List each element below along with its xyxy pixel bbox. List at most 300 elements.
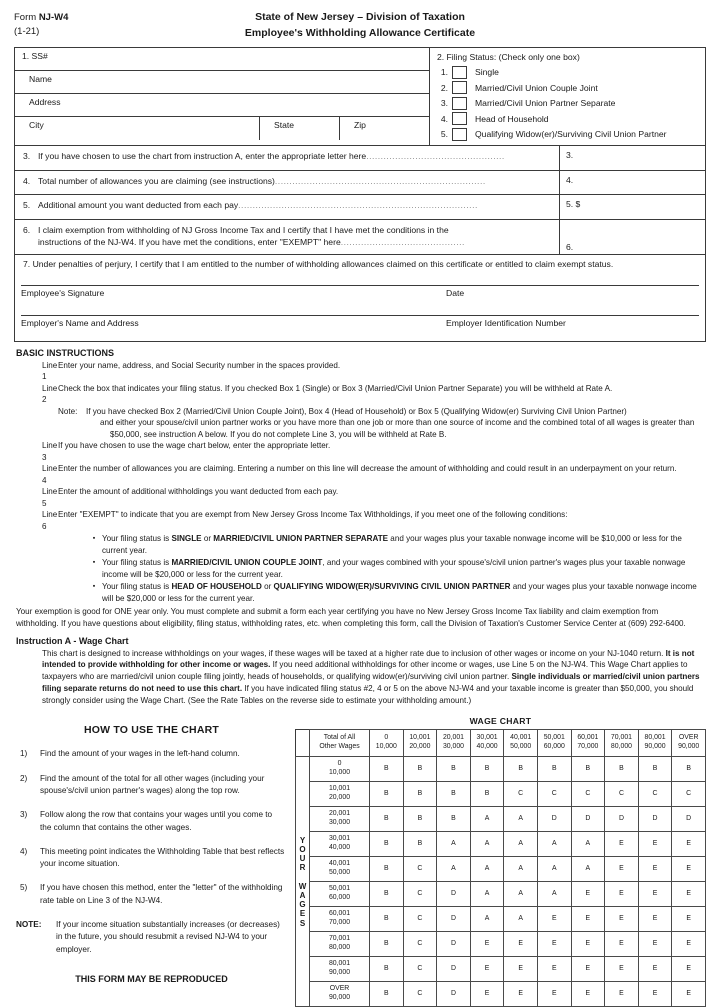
instruction-text: Enter the amount of additional withholdings you want deducted from each pay. (58, 487, 339, 497)
chart-cell: E (605, 907, 639, 932)
row-top: 20,001 (328, 810, 351, 818)
employer-row (21, 315, 699, 341)
checkbox-single[interactable] (452, 66, 467, 79)
exemption-conditions-list (14, 533, 706, 604)
condition-part: , and your wages combined with your spouse's/civil union partner's wages plus your taxable nonwage income will be $20,000 or less for the current year. (102, 558, 686, 579)
condition-part: Your filing status is (102, 582, 172, 592)
table-row (296, 932, 706, 957)
chart-cell: A (504, 907, 538, 932)
col-top: OVER (678, 734, 699, 742)
column-header (437, 730, 471, 757)
filing-option-label: Head of Household (475, 113, 549, 124)
condition-part: and your wages plus your taxable nonwage income will be $20,000 or less for the current year. (102, 582, 697, 603)
chart-cell: E (638, 932, 672, 957)
table-row (296, 982, 706, 1007)
chart-cell: A (537, 882, 571, 907)
row-top: 0 (337, 760, 342, 768)
chart-cell: A (537, 857, 571, 882)
line-6-text-cell (15, 220, 560, 254)
chart-cell: B (370, 857, 404, 882)
column-header (672, 730, 706, 757)
form-number: NJ-W4 (38, 12, 69, 23)
your-wages-axis-label (296, 757, 310, 1007)
reproduction-notice: THIS FORM MAY BE REPRODUCED (75, 973, 228, 984)
row-top: 10,001 (328, 785, 351, 793)
chart-cell: B (370, 807, 404, 832)
instruction-line-1 (14, 360, 706, 383)
line-3-answer-box[interactable] (560, 146, 705, 170)
form-label: Form (14, 12, 39, 23)
line-5-text: Additional amount you want deducted from each pay (38, 200, 239, 210)
instruction-line-2-note (14, 406, 706, 417)
filing-option-label: Single (475, 67, 499, 78)
step-text: This meeting point indicates the Withholding Table that best reflects your income situation. (40, 846, 285, 869)
chart-cell: D (571, 807, 605, 832)
chart-cell: A (504, 882, 538, 907)
instruction-a-part: If you need additional withholdings for other income or wages, use Line 5 on the NJ-W4. This Wage Chart applies to taxpayers who are married/civil union couple filing jointly, heads of households, or qualifying widow(er)/surviving civil union partner. (42, 660, 688, 682)
leader-dots: ................................................ (366, 151, 505, 161)
chart-cell: E (672, 882, 706, 907)
chart-cell: E (638, 857, 672, 882)
ein-label: Employer Identification Number (446, 318, 566, 328)
wage-chart-table (295, 729, 706, 1007)
chart-cell: A (537, 832, 571, 857)
name-label: Name (29, 73, 52, 84)
col-bottom: 90,000 (644, 743, 666, 751)
checkbox-married-joint[interactable] (452, 81, 467, 94)
employee-signature-field[interactable] (21, 286, 446, 315)
chart-cell: E (504, 932, 538, 957)
instruction-a-emphasis: Single individuals or married/civil union partners filing separate returns do not need to use this chart. (42, 672, 700, 693)
chart-cell: A (470, 807, 504, 832)
row-bottom: 70,000 (328, 919, 351, 927)
condition-emphasis: QUALIFYING WIDOW(ER)/SURVIVING CIVIL UNION PARTNER (273, 582, 511, 592)
chart-cell: A (437, 857, 471, 882)
instruction-line-3 (14, 440, 706, 463)
step-text: Follow along the row that contains your wages until you come to the column that contains the other wages. (40, 810, 273, 832)
instruction-a-emphasis: It is not intended to provide withholding for other income or wages. (42, 648, 695, 670)
exemption-condition-1 (86, 533, 706, 556)
condition-text (102, 581, 706, 604)
chart-cell: E (638, 907, 672, 932)
step-number: 5) (20, 883, 28, 893)
chart-cell: C (672, 782, 706, 807)
col-bottom: 70,000 (577, 743, 599, 751)
form-identifier (14, 10, 194, 39)
chart-cell: B (571, 757, 605, 782)
chart-cell: A (571, 832, 605, 857)
how-to-step-4 (14, 846, 289, 871)
line-4-text-cell (15, 171, 560, 194)
line-4-answer-box[interactable] (560, 171, 705, 194)
date-label: Date (446, 288, 465, 298)
chart-cell: B (370, 782, 404, 807)
chart-cell: E (537, 932, 571, 957)
row-top: 40,001 (328, 860, 351, 868)
chart-cell: B (370, 982, 404, 1007)
col-bottom: 90,000 (678, 743, 700, 751)
line-6-answer-box[interactable] (560, 220, 705, 254)
condition-emphasis: MARRIED/CIVIL UNION COUPLE JOINT (171, 558, 323, 568)
line-7-number: 7. (23, 259, 31, 269)
how-to-step-1 (14, 748, 289, 760)
page-title: Employee's Withholding Allowance Certificate (244, 26, 476, 39)
row-bottom: 90,000 (328, 969, 351, 977)
chart-cell: B (403, 807, 437, 832)
chart-cell: B (403, 782, 437, 807)
chart-cell: B (437, 782, 471, 807)
chart-cell: E (571, 932, 605, 957)
filing-status-group (430, 48, 705, 146)
form-header (14, 10, 706, 42)
row-header (310, 757, 370, 782)
filing-option-number: 5. (440, 129, 448, 140)
chart-cell: C (403, 907, 437, 932)
chart-cell: B (370, 832, 404, 857)
chart-cell: E (672, 932, 706, 957)
wage-chart-title: WAGE CHART (469, 716, 532, 727)
chart-cell: E (605, 957, 639, 982)
row-header (310, 932, 370, 957)
line-5-number: 5. (23, 200, 31, 210)
chart-cell: C (403, 932, 437, 957)
chart-cell: E (470, 982, 504, 1007)
line-4-answer-label: 4. (566, 175, 574, 185)
how-to-step-2 (14, 773, 289, 798)
col-bottom: 10,000 (375, 743, 397, 751)
instruction-label: Line 1 (42, 361, 58, 382)
chart-cell: C (571, 782, 605, 807)
leader-dots: ........................................... (340, 237, 465, 248)
exemption-closing-paragraph: Your exemption is good for ONE year only. You must complete and submit a form each year certifying you have no New Jersey Gross Income Tax liability and claim exemption from withholding. If you have questions about eligibility, filing status, withholding rates, etc. when completing this form, call the Division of Taxation's Customer Service Center at (609) 292-6400. (16, 607, 686, 628)
filing-option-head-of-household[interactable] (437, 111, 699, 127)
row-bottom: 20,000 (328, 794, 351, 802)
instruction-a-part: If you have indicated filing status #2, 4 or 5 on the above NJ-W4 and your taxable income is greater than $50,000, you should strongly consider using the Wage Chart. (See the Rate Tables on the reverse side to estimate your withholding amount.) (42, 683, 694, 705)
col-top: 60,001 (577, 734, 599, 742)
chart-cell: B (370, 882, 404, 907)
instruction-line-4 (14, 463, 706, 486)
instruction-text: Check the box that indicates your filing status. If you checked Box 1 (Single) or Box 3 (Married/Civil Union Partner Separate) you will be withheld at Rate A. (58, 383, 613, 393)
chart-cell: E (470, 932, 504, 957)
step-number: 4) (20, 846, 28, 856)
row-header (310, 832, 370, 857)
column-header (370, 730, 404, 757)
filing-option-number: 1. (440, 67, 448, 78)
wage-chart-corner-label (310, 730, 370, 757)
instruction-a-title: Instruction A - Wage Chart (16, 635, 129, 646)
step-text: Find the amount of your wages in the left-hand column. (40, 749, 240, 759)
chart-cell: C (403, 982, 437, 1007)
chart-cell: B (672, 757, 706, 782)
filing-option-married-joint[interactable] (437, 80, 699, 96)
basic-instructions-title: BASIC INSTRUCTIONS (16, 348, 115, 358)
line-3-number: 3. (23, 151, 31, 161)
chart-cell: A (470, 832, 504, 857)
row-header (310, 807, 370, 832)
chart-cell: A (504, 832, 538, 857)
filing-option-single[interactable] (437, 65, 699, 81)
chart-cell: E (537, 982, 571, 1007)
state-label: State (274, 119, 295, 130)
chart-cell: D (537, 807, 571, 832)
how-to-use-title: HOW TO USE THE CHART (83, 724, 220, 737)
filing-status-title: 2. Filing Status: (Check only one box) (437, 51, 580, 62)
condition-emphasis: SINGLE (171, 534, 202, 544)
column-header (571, 730, 605, 757)
line-3-row (15, 146, 705, 171)
form-title-block (194, 10, 526, 42)
exemption-condition-3 (86, 581, 706, 604)
instruction-line-2 (14, 383, 706, 406)
chart-cell: E (605, 982, 639, 1007)
checkbox-head-of-household[interactable] (452, 112, 467, 125)
leader-dots: ......................................................................... (274, 176, 486, 186)
corner-line-1: Total of All (323, 734, 356, 742)
row-header (310, 782, 370, 807)
table-row (296, 907, 706, 932)
bullet-icon: ▪ (92, 535, 96, 543)
note-text: If your income situation substantially increases (or decreases) in the future, you should resubmit a revised NJ-W4 to your employer. (56, 919, 280, 954)
chart-cell: E (638, 882, 672, 907)
city-field[interactable] (15, 117, 260, 140)
leader-dots: ................................................................................... (238, 200, 478, 210)
filing-option-label: Married/Civil Union Couple Joint (475, 82, 598, 93)
chart-cell: D (672, 807, 706, 832)
chart-cell: C (403, 882, 437, 907)
chart-cell: E (672, 957, 706, 982)
line-5-answer-label: 5. $ (566, 199, 581, 209)
chart-cell: E (638, 982, 672, 1007)
ssn-field[interactable] (15, 48, 429, 71)
filing-option-qualifying-widow[interactable] (437, 127, 699, 143)
filing-option-number: 3. (440, 98, 448, 109)
col-top: 50,001 (543, 734, 565, 742)
chart-cell: B (605, 757, 639, 782)
chart-cell: C (403, 857, 437, 882)
zip-label: Zip (354, 119, 366, 130)
chart-cell: A (504, 857, 538, 882)
row-bottom: 30,000 (328, 819, 351, 827)
step-text: If you have chosen this method, enter the "letter" of the withholding rate table on Line 3 of the NJ-W4. (40, 883, 283, 905)
chart-cell: D (437, 957, 471, 982)
col-bottom: 50,000 (510, 743, 532, 751)
step-text: Find the amount of the total for all other wages (including your spouse's/civil union partner's wages) along the top row. (40, 773, 265, 795)
employer-name-address-field[interactable] (21, 316, 446, 341)
signature-row (21, 285, 699, 315)
chart-cell: B (370, 907, 404, 932)
chart-cell: B (437, 807, 471, 832)
col-bottom: 60,000 (543, 743, 565, 751)
condition-emphasis: MARRIED/CIVIL UNION PARTNER SEPARATE (213, 534, 389, 544)
ssn-label: 1. SS# (22, 50, 48, 61)
step-number: 2) (20, 773, 28, 783)
chart-cell: A (504, 807, 538, 832)
col-bottom: 80,000 (610, 743, 632, 751)
chart-cell: B (403, 757, 437, 782)
identity-column (15, 48, 430, 146)
chart-cell: E (571, 957, 605, 982)
col-top: 10,001 (409, 734, 431, 742)
col-top: 40,001 (510, 734, 532, 742)
table-row (296, 957, 706, 982)
note-text: If you have checked Box 2 (Married/Civil Union Couple Joint), Box 4 (Head of Household) or Box 5 (Qualifying Widow(er) Surviving Civil Union Partner) (86, 406, 627, 416)
chart-cell: E (605, 882, 639, 907)
condition-emphasis: HEAD OF HOUSEHOLD (171, 582, 262, 592)
chart-cell: E (672, 982, 706, 1007)
row-top: 70,001 (328, 935, 351, 943)
step-number: 1) (20, 749, 28, 759)
chart-cell: B (470, 782, 504, 807)
col-bottom: 20,000 (409, 743, 431, 751)
condition-part: and your wages plus your taxable nonwage income will be $10,000 or less for the current year. (102, 534, 682, 555)
line-6-text-first: I claim exemption from withholding of NJ Gross Income Tax and I certify that I have met the conditions in the (38, 225, 449, 235)
chart-cell: B (370, 932, 404, 957)
corner-line-2: Other Wages (319, 743, 360, 751)
instruction-a-part: This chart is designed to increase withholdings on your wages, if these wages will be taxed at a higher rate due to inclusion of other wages or income on your NJ-1040 return. (42, 648, 666, 658)
instruction-label: Line 6 (42, 510, 58, 531)
instruction-label: Line 2 (42, 383, 58, 405)
column-header (470, 730, 504, 757)
filing-status-column (430, 48, 705, 146)
condition-part: Your filing status is (102, 558, 172, 568)
filing-option-label: Married/Civil Union Partner Separate (475, 98, 616, 109)
line-6-number: 6. (23, 225, 31, 235)
instruction-label: Line 5 (42, 487, 58, 508)
col-top: 70,001 (610, 734, 632, 742)
row-header (310, 882, 370, 907)
how-to-use-panel (14, 716, 295, 1007)
row-top: 50,001 (328, 885, 351, 893)
how-to-step-3 (14, 809, 289, 834)
chart-cell: B (370, 957, 404, 982)
state-field[interactable] (260, 117, 340, 140)
chart-cell: D (437, 882, 471, 907)
table-row (296, 857, 706, 882)
bullet-icon: ▪ (92, 583, 96, 591)
condition-text (102, 533, 706, 556)
ein-field[interactable] (446, 316, 699, 341)
filing-option-number: 2. (440, 82, 448, 93)
line-7-text-cell (15, 255, 705, 271)
chart-cell: D (437, 982, 471, 1007)
wage-chart-header-row (296, 730, 706, 757)
chart-cell: E (504, 957, 538, 982)
instruction-a-paragraph (14, 648, 706, 707)
condition-part: or (201, 534, 214, 544)
row-top: OVER (329, 985, 350, 993)
row-header (310, 982, 370, 1007)
line-5-answer-box[interactable] (560, 195, 705, 219)
line-7-text: Under penalties of perjury, I certify that I am entitled to the number of withholding allowances claimed on this certificate or entitled to claim exempt status. (32, 259, 614, 269)
table-row (296, 782, 706, 807)
employer-name-label: Employer's Name and Address (21, 318, 139, 328)
form-revision: (1-21) (14, 25, 40, 37)
exemption-condition-2 (86, 557, 706, 580)
zip-field[interactable] (340, 117, 429, 140)
checkbox-qualifying-widow[interactable] (452, 128, 467, 141)
chart-cell: D (638, 807, 672, 832)
chart-cell: C (638, 782, 672, 807)
chart-cell: A (470, 907, 504, 932)
chart-cell: E (571, 907, 605, 932)
line-4-text: Total number of allowances you are claiming (see instructions) (38, 176, 275, 186)
form-fields-box (14, 47, 706, 343)
identity-and-filing-row (15, 48, 705, 147)
chart-cell: E (571, 882, 605, 907)
chart-cell: D (605, 807, 639, 832)
chart-cell: B (504, 757, 538, 782)
filing-option-label: Qualifying Widow(er)/Surviving Civil Union Partner (475, 129, 667, 140)
employee-signature-label: Employee's Signature (21, 288, 105, 298)
chart-cell: B (537, 757, 571, 782)
chart-cell: C (504, 782, 538, 807)
line-5-text-cell (15, 195, 560, 219)
how-to-note (14, 919, 289, 956)
chart-cell: E (605, 857, 639, 882)
instruction-line-6 (14, 509, 706, 532)
wage-chart-body (296, 730, 706, 1007)
axis-label-text: Y O U R W A G E S (298, 835, 307, 928)
chart-cell: E (672, 832, 706, 857)
certification-block (15, 255, 705, 341)
chart-cell: C (537, 782, 571, 807)
wage-chart-panel (295, 716, 706, 1007)
chart-cell: E (638, 957, 672, 982)
row-bottom: 50,000 (328, 869, 351, 877)
table-row (296, 832, 706, 857)
chart-cell: A (470, 882, 504, 907)
line-3-text: If you have chosen to use the chart from instruction A, enter the appropriate letter here (38, 151, 367, 161)
checkbox-married-separate[interactable] (452, 97, 467, 110)
filing-option-married-separate[interactable] (437, 96, 699, 112)
basic-instructions-body (14, 360, 706, 630)
chart-cell: C (403, 957, 437, 982)
chart-cell: E (571, 982, 605, 1007)
line-4-row (15, 171, 705, 195)
table-row (296, 807, 706, 832)
instruction-label: Line 4 (42, 464, 58, 485)
date-field[interactable] (446, 286, 699, 315)
filing-option-number: 4. (440, 113, 448, 124)
row-bottom: 40,000 (328, 844, 351, 852)
address-label: Address (29, 96, 61, 107)
row-top: 60,001 (328, 910, 351, 918)
chart-cell: E (470, 957, 504, 982)
condition-part: or (261, 582, 274, 592)
line-6-answer-label: 6. (566, 242, 574, 252)
instruction-line-2-note-continued: and either your spouse/civil union partner works or you have more than one job or more than one source of income and the combined total of all wages is greater than $50,000, see instruction A below. If you do not complete Line 3, you will be withheld at Rate B. (100, 418, 695, 439)
name-field[interactable] (15, 71, 429, 94)
line-3-text-cell (15, 146, 560, 170)
chart-cell: E (638, 832, 672, 857)
chart-cell: B (437, 757, 471, 782)
chart-section (14, 716, 706, 1007)
column-header (504, 730, 538, 757)
col-bottom: 40,000 (476, 743, 498, 751)
chart-cell: E (504, 982, 538, 1007)
row-header (310, 907, 370, 932)
line-3-answer-label: 3. (566, 150, 574, 160)
col-top: 0 (384, 734, 389, 742)
chart-cell: C (605, 782, 639, 807)
col-top: 20,001 (442, 734, 465, 742)
row-header (310, 857, 370, 882)
column-header (638, 730, 672, 757)
col-top: 30,001 (476, 734, 498, 742)
address-field[interactable] (15, 94, 429, 117)
row-top: 30,001 (328, 835, 351, 843)
chart-cell: E (672, 857, 706, 882)
